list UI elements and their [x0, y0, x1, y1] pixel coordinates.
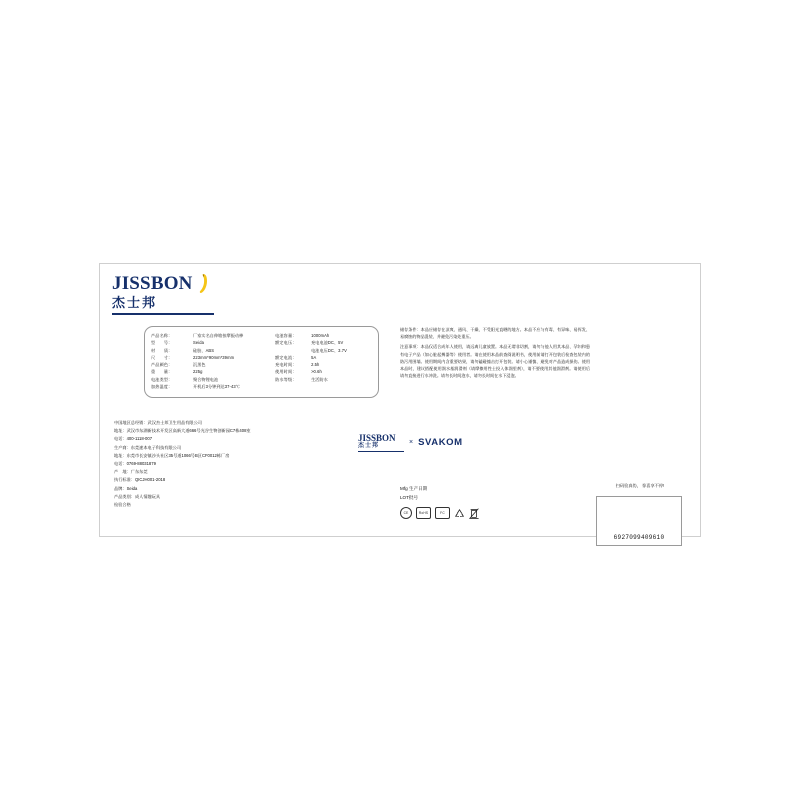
spec-value: 充电电池DC、5V — [311, 340, 344, 346]
company-value: QICJH001-2018 — [134, 477, 166, 483]
company-key: 品牌： — [114, 485, 127, 491]
qr-notice-text: 扫码验真伪， 惊喜享不停! — [615, 483, 665, 488]
spec-key: 产品颜色： — [151, 362, 173, 368]
barcode-placeholder — [596, 496, 682, 546]
spec-key: 使用时间： — [275, 369, 297, 375]
spec-value: 2.5h — [311, 362, 320, 368]
company-row — [114, 427, 374, 435]
spec-row — [151, 376, 275, 383]
spec-column-right — [275, 332, 372, 393]
spec-key: 重 量： — [151, 369, 173, 375]
spec-key: 尺 寸： — [151, 354, 173, 360]
spec-value: 223mm*90mm*39mm — [193, 354, 235, 360]
cobrand-left-underline — [358, 451, 404, 452]
company-row — [114, 476, 374, 484]
spec-key: 额定电流： — [275, 354, 297, 360]
rohs-mark-icon: RoHS — [416, 507, 431, 519]
company-key: 地址： — [114, 452, 127, 458]
certification-icons — [400, 507, 479, 519]
spec-row — [275, 332, 372, 339]
cobrand-separator: × — [409, 438, 414, 446]
spec-column-left — [151, 332, 275, 393]
company-row — [114, 468, 374, 476]
spec-row — [275, 376, 372, 383]
cobrand-left-logo-text: JISSBON — [358, 432, 396, 443]
company-row — [114, 460, 374, 468]
spec-value: 厂家实名自伸缩按摩振动棒 — [193, 333, 244, 338]
spec-value: 5A — [311, 354, 317, 360]
spec-key — [275, 347, 311, 354]
company-row — [114, 485, 374, 493]
spec-row — [151, 383, 275, 390]
company-row — [114, 493, 374, 501]
cobrand-logos — [358, 432, 478, 452]
cobrand-left — [358, 433, 404, 452]
spec-value: >0.6h — [311, 369, 322, 375]
company-key: 中国地区总经销： — [114, 420, 148, 425]
spec-row — [151, 361, 275, 368]
spec-row — [151, 368, 275, 375]
spec-key: 电池容量： — [275, 333, 297, 338]
spec-value: 电池电压DC、3.7V — [311, 347, 347, 353]
company-key: 电话： — [114, 436, 127, 442]
company-value: Seida — [126, 485, 138, 491]
company-row — [114, 501, 374, 509]
spec-key: 产品名称： — [151, 333, 173, 338]
spec-key: 加热温度： — [151, 384, 173, 390]
spec-key: 电池类型： — [151, 376, 173, 382]
cobrand-right-logo-text: SVAKOM — [418, 436, 463, 448]
spec-row — [275, 339, 372, 346]
company-info-block — [114, 419, 374, 509]
mfg-date-line: Mfg 生产日期 — [400, 486, 428, 491]
company-value: 0769-88031879 — [126, 461, 156, 467]
spec-value: 沉黑色 — [193, 362, 206, 368]
company-key: 执行标准： — [114, 477, 135, 483]
date-lot-block — [400, 484, 427, 502]
spec-value: 1000mAh — [311, 333, 330, 338]
spec-key: 型 号： — [151, 340, 173, 346]
spec-value: 聚合物锂电池 — [193, 376, 219, 382]
company-value: 武汉市东湖新技术开发区高新大道666号光谷生物创新园C7栋408室 — [126, 428, 251, 434]
spec-row — [151, 332, 275, 339]
spec-row — [275, 361, 372, 368]
spec-row — [151, 354, 275, 361]
spec-value: Seida — [193, 340, 204, 346]
company-key: 检验合格 — [114, 502, 131, 508]
fcc-mark-icon: FC — [435, 507, 450, 519]
spec-row — [275, 354, 372, 361]
weee-bin-icon — [469, 508, 479, 519]
brand-logo-text: JISSBON — [112, 273, 193, 294]
company-row — [114, 444, 374, 452]
brand-logo-underline — [112, 313, 214, 315]
packaging-artwork-sheet — [99, 263, 701, 541]
warning-paragraph: 注意事项：本品仅适合成年人使用，请远离儿童放置。本品无谓非切割，请勿与他人用其本品、孕妇和患有电子产品（如心脏起搏器等）使用者。请在使用本品前查阅说明书，使用前请打开包装后检查包装内的防污用围墙。使用期间内含重要结果，请勿磕碰撞击打开包装。请小心谨慎、避免对产品造成损伤。使用本品时，建议搭配使用润水基润滑剂（请摩擦用性士投入体润里剂），请不要使用其他润滑剂。请使用后请勿直接进行水冲洗。请勿长时间泡水，请勿长时间在水下浸泡。 — [400, 344, 590, 379]
spec-key: 材 质： — [151, 347, 173, 353]
company-value: 成人情趣玩具 — [134, 493, 161, 499]
spec-row — [275, 368, 372, 375]
company-key: 产品类别： — [114, 493, 135, 499]
instructions-text-block — [400, 326, 590, 382]
company-key: 生产商： — [114, 444, 131, 450]
spec-key: 额定电压： — [275, 340, 297, 346]
company-value: 武汉杰士邦卫生用品有限公司 — [147, 420, 202, 425]
spec-key: 防水等级： — [275, 376, 297, 382]
cobrand-left-logo-cn: 杰士邦 — [358, 442, 380, 449]
spec-row — [151, 347, 275, 354]
company-key: 电话： — [114, 461, 127, 467]
recycle-icon — [454, 508, 465, 518]
spec-row — [275, 347, 372, 354]
spec-row — [151, 339, 275, 346]
storage-paragraph: 储存条件：本品应储存在凉爽、通风、干燥、不受阳光直晒的地方。本品不应与有毒、有异味、易挥发、易腐蚀的物品混装、并避免污染处重压。 — [400, 327, 590, 340]
company-value: 东莞市长安镇沙头社区35号道1066号B区CF0012栋厂房 — [126, 452, 230, 458]
company-key: 地址： — [114, 428, 127, 434]
lot-number-line: LOT批号 — [400, 495, 419, 500]
spec-key: 充电时间： — [275, 362, 297, 368]
company-value: 400-1118-007 — [126, 436, 153, 442]
spec-value: 生活防水 — [311, 376, 328, 382]
ce-mark-icon: CE — [400, 507, 412, 519]
brand-logo — [112, 274, 232, 318]
company-key: 产 地： — [114, 469, 131, 475]
specification-box — [144, 326, 379, 398]
spec-value: 开机后3分钟到达37-43℃ — [193, 384, 240, 390]
company-value: 东莞速本电子科技有限公司 — [130, 444, 182, 450]
company-row — [114, 435, 374, 443]
company-value: 广东东莞 — [130, 469, 148, 475]
barcode-number: 6927099409610 — [613, 534, 665, 541]
banana-icon — [199, 274, 208, 293]
spec-value: 225g — [193, 369, 203, 375]
brand-logo-cn: 杰士邦 — [112, 295, 158, 310]
company-row — [114, 419, 374, 427]
company-row — [114, 452, 374, 460]
spec-value: 硅胶、ABS — [193, 347, 215, 353]
